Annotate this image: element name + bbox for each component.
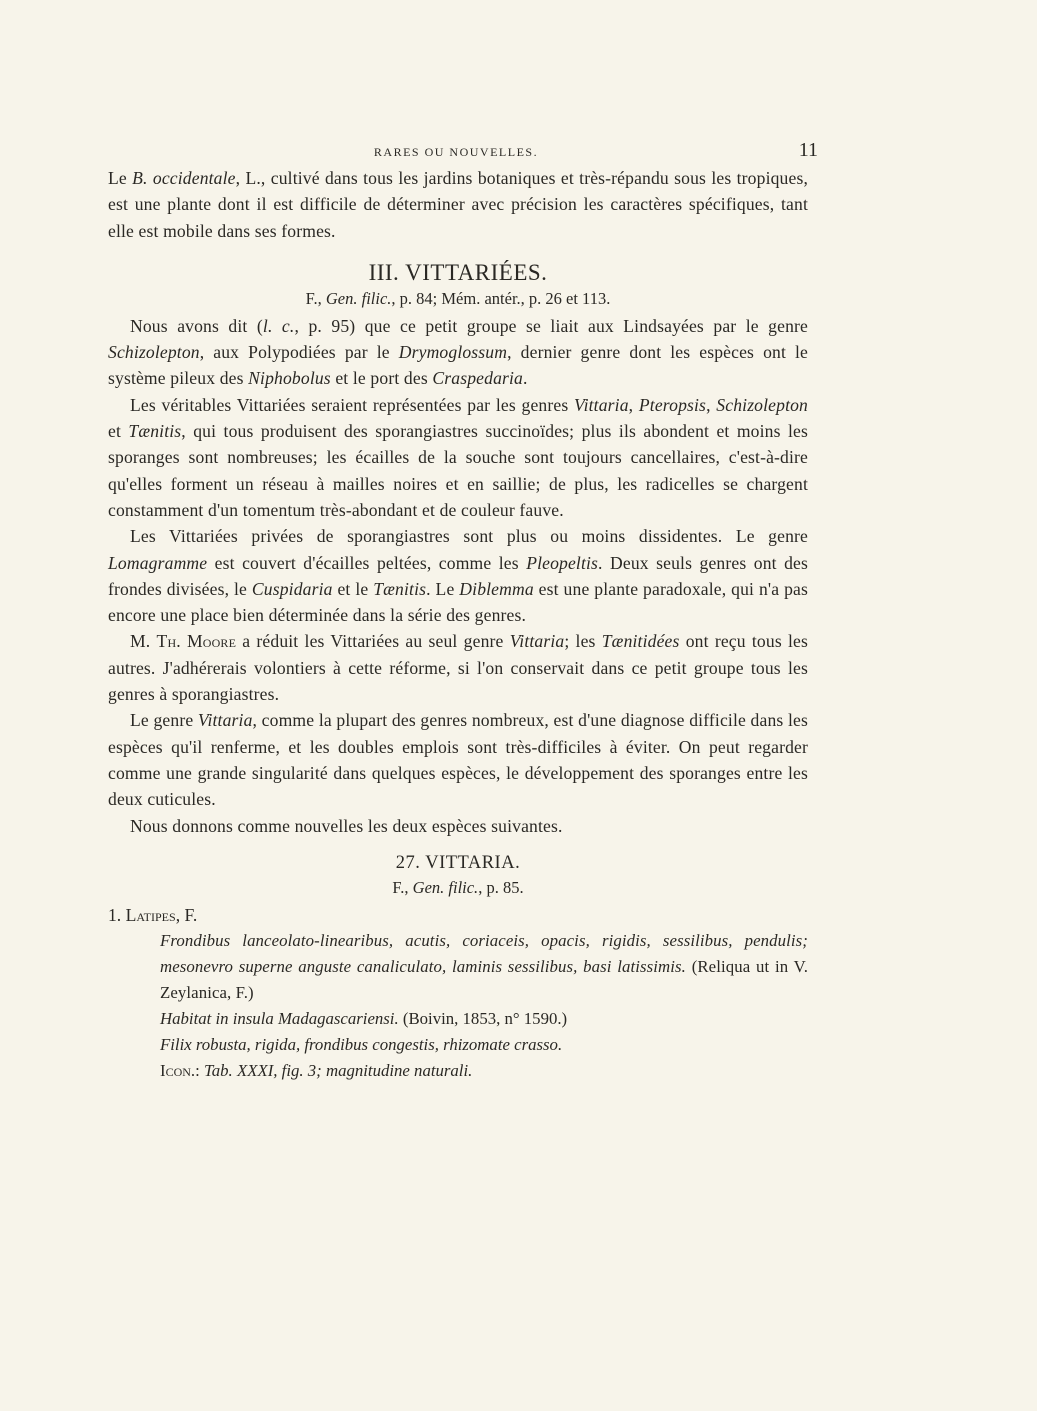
running-title: RARES OU NOUVELLES. <box>373 145 539 159</box>
italic-run: Diblemma <box>459 578 534 599</box>
text-run: et le port des <box>330 368 433 389</box>
text-run: F., <box>305 288 326 308</box>
italic-run: Schizolepton <box>716 394 809 415</box>
italic-run: Lomagramme <box>108 552 208 573</box>
species-habitat <box>160 1006 808 1032</box>
text-run: , <box>628 394 639 415</box>
italic-run: Tænitis <box>373 578 427 599</box>
text-run: , <box>706 394 717 415</box>
italic-run: Craspedaria <box>432 368 523 389</box>
text-run: a réduit les Vittariées au seul genre <box>236 631 510 652</box>
text-run: , qui tous produisent des sporangiastres succinoïdes; plus ils abondent et moins les sporanges sont nombreuses; les écailles de la souche sont toujours cancellaires, c'est-à-dire qu'elles forment un réseau à mailles noires et en saillie; de plus, les radicelles se chargent constamment d'un tomentum très-abondant et de couleur fauve. <box>108 421 808 520</box>
text-run: et <box>108 421 129 442</box>
italic-run: Gen. filic. <box>412 877 479 897</box>
paragraph-4 <box>108 628 808 707</box>
species-note <box>160 1032 808 1058</box>
text-run: Nous donnons comme nouvelles les deux espèces suivantes. <box>130 815 563 836</box>
text-run: Nous avons dit ( <box>130 315 263 336</box>
paragraph-3 <box>108 523 808 628</box>
italic-run: Frondibus lanceolato-linearibus, acutis, coriaceis, opacis, rigidis, sessilibus, pendulis; mesonevro superne anguste canaliculato, laminis sessilibus, basi latissimis. <box>160 930 808 976</box>
page-body <box>108 165 808 1084</box>
paragraph-continuation <box>108 165 808 244</box>
species-author: , F. <box>175 904 198 925</box>
italic-run: Cuspidaria <box>251 578 333 599</box>
genus-title: 27. VITTARIA. <box>395 852 521 873</box>
text-run: , p. 84; Mém. antér., p. 26 et 113. <box>391 288 611 308</box>
italic-run: Pteropsis <box>638 394 707 415</box>
italic-run: Schizolepton <box>108 342 200 363</box>
italic-run: Pleopeltis <box>526 552 599 573</box>
text-run: , p. 85. <box>478 877 524 897</box>
text-run: , L., cultivé dans tous les jardins botaniques et très-répandu sous les tropiques, est une plante dont il est difficile de déterminer avec précision les caractères spécifiques, tant elle est mobile dans ses formes. <box>108 168 809 241</box>
text-run: Les Vittariées privées de sporangiastres sont plus ou moins dissidentes. Le genre <box>130 526 808 547</box>
section-reference <box>108 289 808 309</box>
text-run: ; les <box>564 631 602 652</box>
text-run: , aux Polypodiées par le <box>199 342 399 363</box>
paragraph-5 <box>108 707 808 812</box>
text-run: , dernier genre dont les espèces ont le système pileux des <box>108 342 809 389</box>
species-name: Latipes <box>125 904 176 925</box>
genus-reference <box>108 878 808 898</box>
text-run: (Boivin, 1853, n° 1590.) <box>398 1008 568 1028</box>
italic-run: B. occidentale <box>132 168 236 188</box>
paragraph-2 <box>108 392 808 523</box>
small-caps-run: Icon. <box>160 1060 196 1080</box>
italic-run: Drymoglossum <box>398 342 508 363</box>
text-run: est une plante paradoxale, qui n'a pas encore une place bien déterminée dans la série des genres. <box>108 578 808 626</box>
paragraph-6 <box>108 813 808 839</box>
text-run: Le <box>108 168 133 188</box>
italic-run: Niphobolus <box>248 368 331 389</box>
species-heading <box>108 902 808 928</box>
italic-run: Gen. filic. <box>325 288 392 308</box>
text-run: : <box>195 1060 204 1080</box>
text-run: . Le <box>426 578 460 599</box>
text-run: ont reçu tous les autres. J'adhérerais volontiers à cette réforme, si l'on conservait dans ce petit groupe tous les genres à sporangiastres. <box>108 631 808 705</box>
text-run: , comme la plupart des genres nombreux, est d'une diagnose difficile dans les espèces qu'il renferme, et les doubles emplois sont très-difficiles à éviter. On peut regarder comme une grande singularité dans quelques espèces, le développement des sporanges entre les deux cuticules. <box>108 710 808 810</box>
italic-run: Vittaria <box>197 710 253 731</box>
text-run: , p. 95) que ce petit groupe se liait aux Lindsayées par le genre <box>294 315 808 336</box>
species-diagnosis <box>160 928 808 1006</box>
text-run: est couvert d'écailles peltées, comme les <box>207 552 527 573</box>
running-head <box>108 139 818 161</box>
species-number: 1. <box>108 904 126 925</box>
page-number: 11 <box>798 139 818 161</box>
italic-run: Vittaria <box>509 631 565 652</box>
text-run: . Deux seuls genres ont des frondes divisées, le <box>108 552 808 599</box>
text-run: et le <box>332 578 374 599</box>
italic-run: l. c. <box>262 315 295 336</box>
text-run: (Reliqua ut in V. Zeylanica, F.) <box>160 956 808 1002</box>
text-run: Les véritables Vittariées seraient représentées par les genres <box>130 394 575 415</box>
text-run: M. <box>130 631 157 652</box>
paragraph-1 <box>108 313 808 392</box>
italic-run: Tænitidées <box>601 631 680 652</box>
text-run: . <box>523 368 528 389</box>
text-run: Le genre <box>130 710 198 731</box>
italic-run: Tænitis <box>128 421 182 442</box>
italic-run: Filix robusta, rigida, frondibus congestis, rhizomate crasso. <box>160 1034 563 1054</box>
species-icon-reference <box>160 1058 808 1084</box>
italic-run: Tab. XXXI, fig. 3; magnitudine naturali. <box>203 1060 473 1080</box>
section-title: III. VITTARIÉES. <box>368 259 548 285</box>
italic-run: Vittaria <box>574 394 629 415</box>
italic-run: Habitat in insula Madagascariensi. <box>160 1008 399 1028</box>
text-run: F., <box>392 877 413 897</box>
small-caps-run: Th. Moore <box>156 631 237 652</box>
